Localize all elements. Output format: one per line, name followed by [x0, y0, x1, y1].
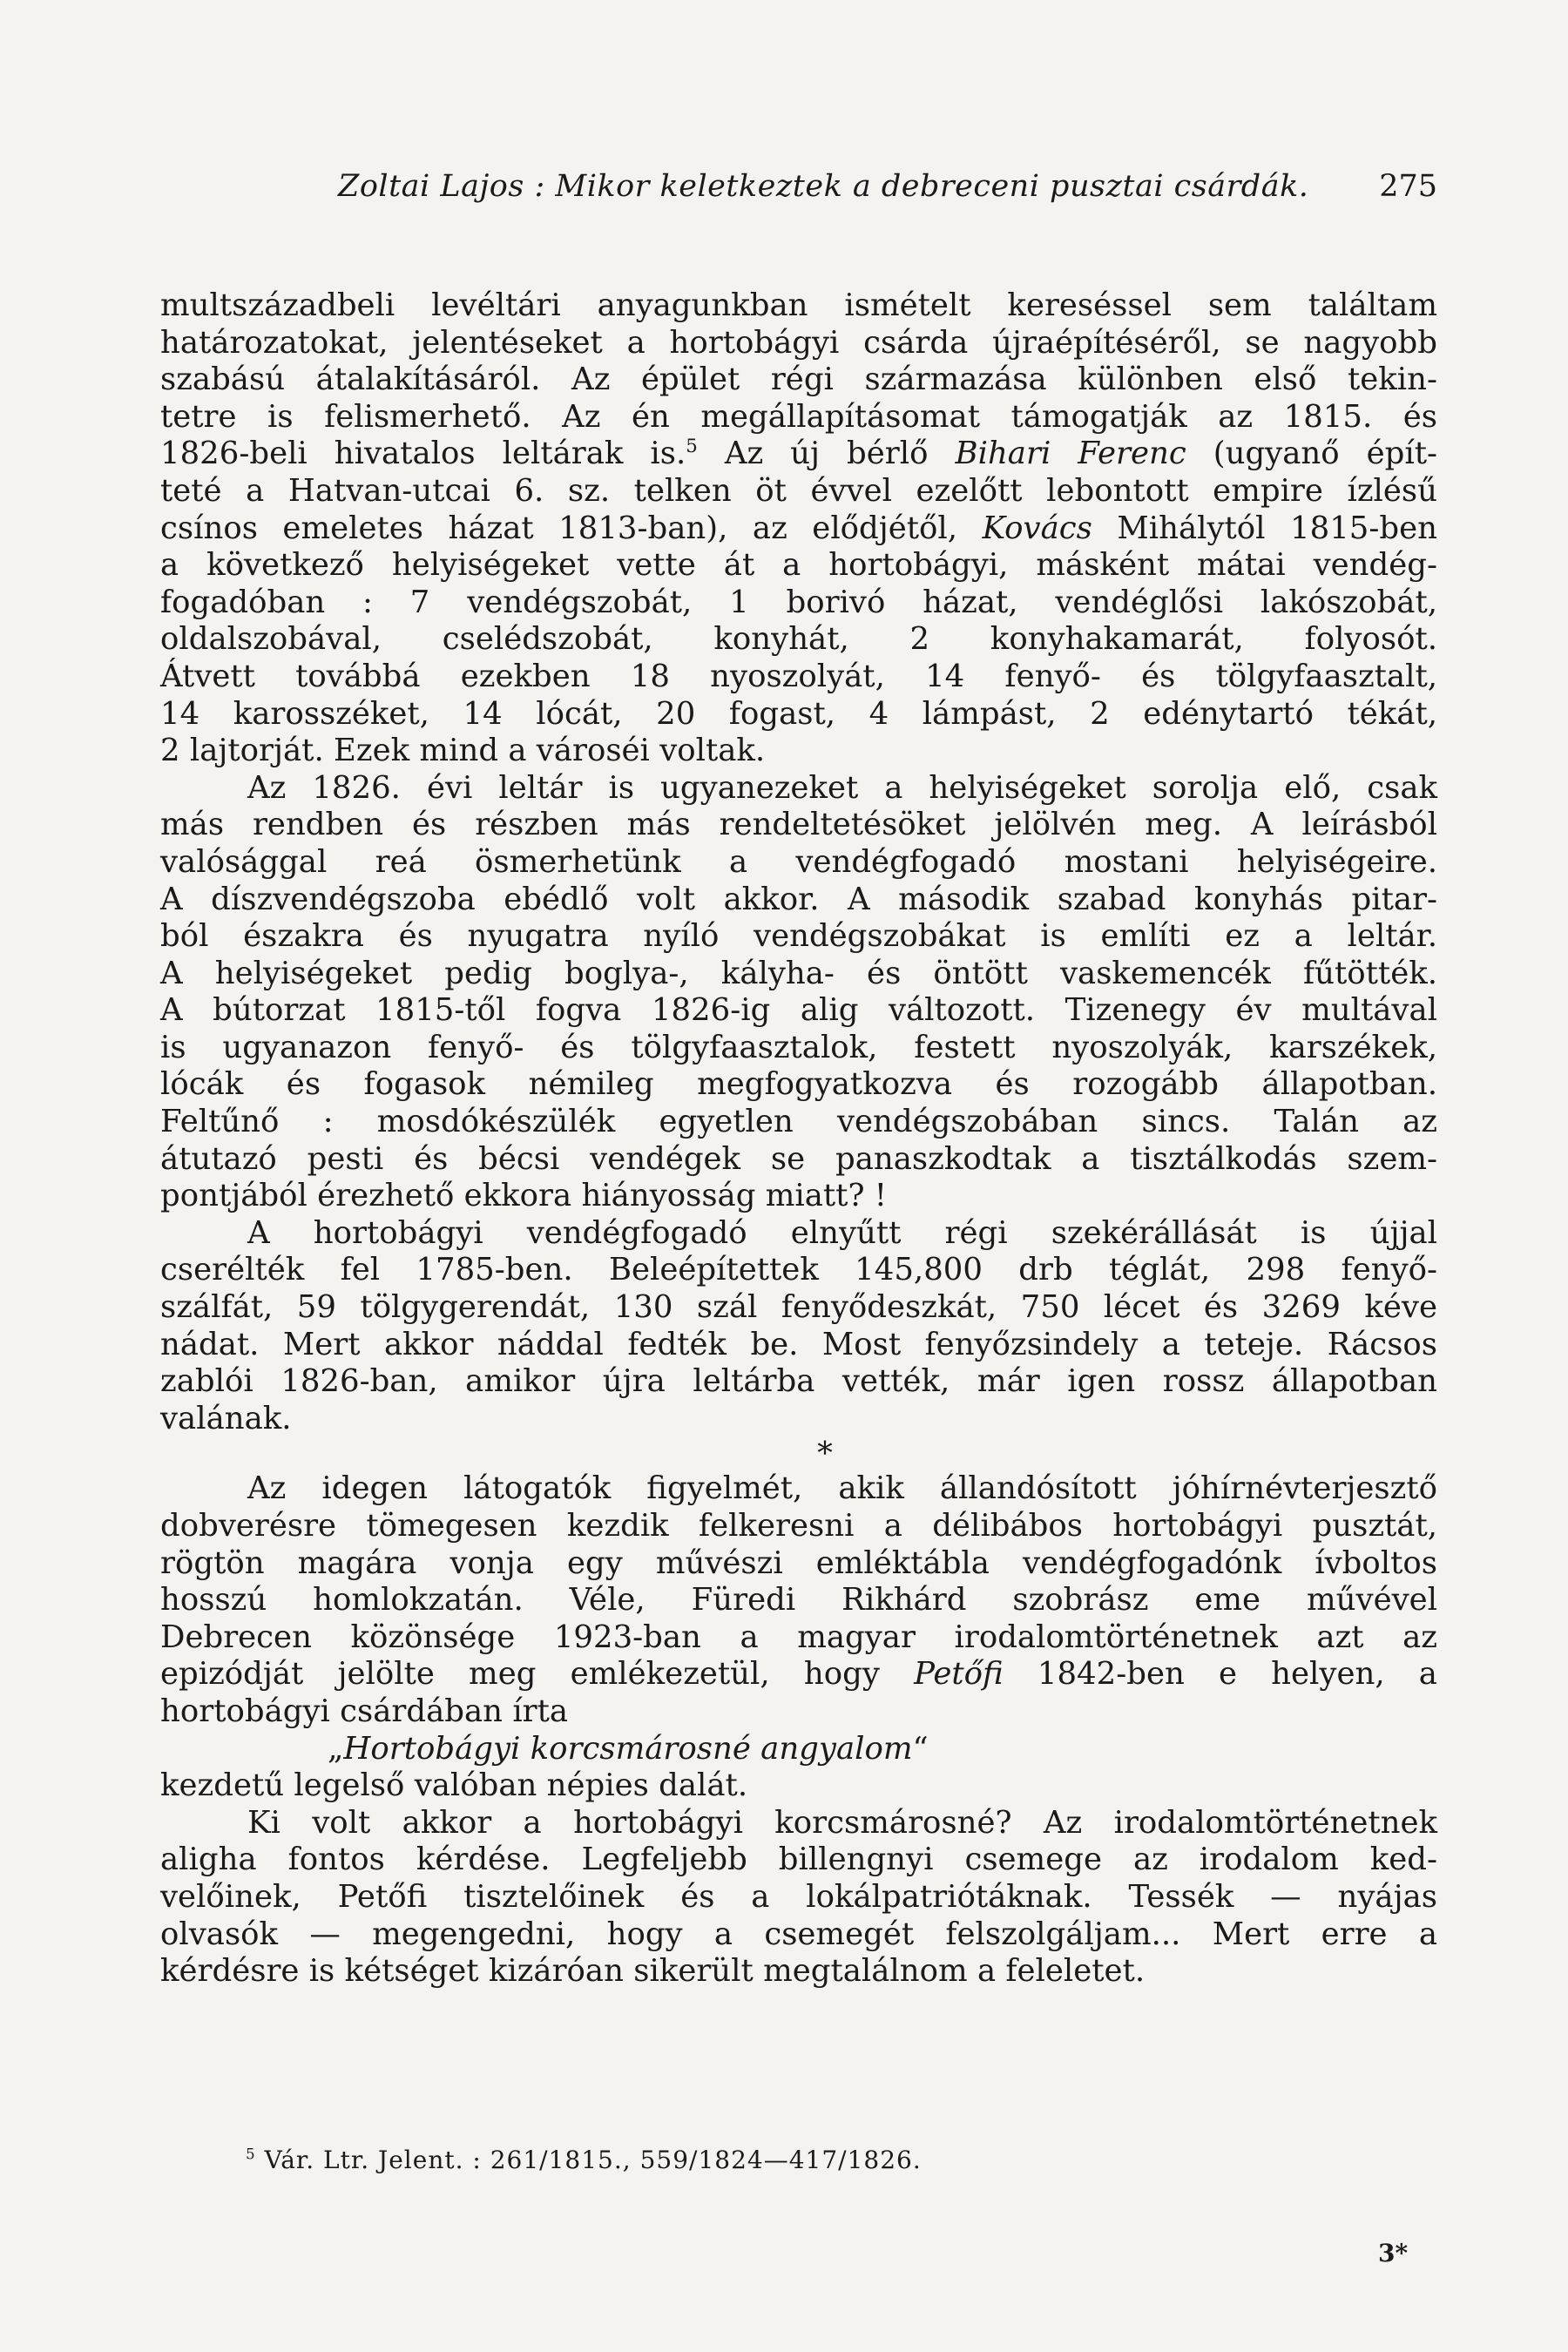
text-line: Az idegen látogatók figyelmét, akik állandósított jóhírnévterjesztő [247, 1470, 1437, 1507]
text-segment: epizódját jelölte meg emlékezetül, hogy [160, 1656, 880, 1693]
text-segment: Az új bérlő [697, 436, 956, 472]
text-line: Debrecen közönsége 1923-ban a magyar irodalomtörténetnek azt az [160, 1619, 1437, 1655]
text-segment: 1826-beli hivatalos leltárak is. [160, 436, 686, 472]
text-line: kezdetű legelső valóban népies dalát. [160, 1767, 748, 1804]
quote-open: „ [328, 1730, 344, 1767]
text-line: zablói 1826-ban, amikor újra leltárba vették, már igen rossz állapotban [160, 1363, 1437, 1400]
text-line: szabású átalakításáról. Az épület régi származása különben első tekin- [160, 362, 1437, 398]
text-line: hortobágyi csárdában írta [160, 1693, 569, 1729]
body-text [160, 287, 1437, 1990]
text-line: pontjából érezhető ekkora hiányosság miatt? ! [160, 1178, 888, 1214]
text-segment: 1842-ben e helyen, a [1037, 1656, 1437, 1693]
text-line: ból északra és nyugatra nyíló vendégszobákat is említi ez a leltár. [160, 918, 1437, 955]
text-segment: Mihálytól 1815-ben [1117, 510, 1437, 546]
text-line: cserélték fel 1785-ben. Beleépítettek 145,800 drb téglát, 298 fenyő- [160, 1252, 1437, 1288]
text-line [160, 436, 1437, 473]
quote-close: “ [912, 1730, 929, 1767]
text-line: kérdésre is kétséget kizáróan sikerült megtalálnom a feleletet. [160, 1953, 1146, 1990]
text-line: Átvett továbbá ezekben 18 nyoszolyát, 14 fenyő- és tölgyfaasztalt, [160, 658, 1437, 694]
text-line [160, 1656, 1437, 1693]
text-line: szálfát, 59 tölgygerendát, 130 szál fenyődeszkát, 750 lécet és 3269 kéve [160, 1289, 1437, 1326]
footnote-marker: 5 [246, 2145, 256, 2163]
text-line: A bútorzat 1815-től fogva 1826-ig alig változott. Tizenegy év multával [160, 992, 1437, 1029]
text-segment: csínos emeletes házat 1813-ban), az elődjétől, [160, 510, 958, 546]
text-line: valának. [160, 1400, 292, 1436]
text-line: olvasók — megengedni, hogy a csemegét felszolgáljam... Mert erre a [160, 1916, 1437, 1952]
text-line: A díszvendégszoba ebédlő volt akkor. A második szabad konyhás pitar- [160, 881, 1437, 917]
song-title: Hortobágyi korcsmárosné angyalom [343, 1730, 913, 1767]
name-italic: Petőfi [914, 1656, 1004, 1693]
name-italic: Bihari Ferenc [955, 436, 1186, 472]
text-line: Az 1826. évi leltár is ugyanezeket a helyiségeket sorolja elő, csak [247, 769, 1437, 806]
text-line: velőinek, Petőfi tisztelőinek és a lokálpatriótáknak. Tessék — nyájas [160, 1878, 1437, 1915]
text-line: Feltűnő : mosdókészülék egyetlen vendégszobában sincs. Talán az [160, 1104, 1437, 1140]
text-line: fogadóban : 7 vendégszobát, 1 borivó házat, vendéglősi lakószobát, [160, 584, 1437, 620]
footnote [246, 2146, 922, 2174]
song-quote [160, 1731, 1437, 1768]
text-line: határozatokat, jelentéseket a hortobágyi csárda újraépítéséről, se nagyobb [160, 324, 1437, 361]
text-line: A hortobágyi vendégfogadó elnyűtt régi szekérállását is újjal [247, 1214, 1437, 1251]
page-number: 275 [1379, 169, 1437, 204]
text-line: teté a Hatvan-utcai 6. sz. telken öt évvel ezelőtt lebontott empire ízlésű [160, 472, 1437, 509]
text-line: 2 lajtorját. Ezek mind a városéi voltak. [160, 733, 766, 769]
text-line: átutazó pesti és bécsi vendégek se panaszkodtak a tisztálkodás szem- [160, 1140, 1437, 1177]
text-line: aligha fontos kérdése. Legfeljebb billengnyi csemege az irodalom ked- [160, 1842, 1437, 1878]
text-line: 14 karosszéket, 14 lócát, 20 fogast, 4 lámpást, 2 edénytartó tékát, [160, 695, 1437, 732]
text-segment: (ugyanő épít- [1186, 436, 1437, 472]
running-head [338, 169, 1437, 213]
text-line: A helyiségeket pedig boglya-, kályha- és öntött vaskemencék fűtötték. [160, 955, 1437, 991]
text-line: is ugyanazon fenyő- és tölgyfaasztalok, festett nyoszolyák, karszékek, [160, 1029, 1437, 1065]
name-italic: Kovács [982, 510, 1092, 546]
signature-mark: 3* [1378, 2239, 1409, 2268]
text-line: tetre is felismerhető. Az én megállapításomat támogatják az 1815. és [160, 398, 1437, 435]
text-line [160, 510, 1437, 548]
text-line: dobverésre tömegesen kezdik felkeresni a délibábos hortobágyi pusztát, [160, 1508, 1437, 1544]
text-line: valósággal reá ösmerhetünk a vendégfogadó mostani helyiségeire. [160, 843, 1437, 880]
text-line: hosszú homlokzatán. Véle, Füredi Rikhárd szobrász eme művével [160, 1582, 1437, 1619]
text-line: oldalszobával, cselédszobát, konyhát, 2 konyhakamarát, folyosót. [160, 621, 1437, 658]
running-title: Zoltai Lajos : Mikor keletkeztek a debreceni pusztai csárdák. [338, 169, 1309, 204]
text-line: multszázadbeli levéltári anyagunkban ismételt kereséssel sem találtam [160, 287, 1437, 323]
text-line: más rendben és részben más rendeltetésöket jelölvén meg. A leírásból [160, 807, 1437, 843]
text-line: rögtön magára vonja egy művészi emléktábla vendégfogadónk ívboltos [160, 1544, 1437, 1581]
text-line: Ki volt akkor a hortobágyi korcsmárosné? Az irodalomtörténetnek [247, 1804, 1437, 1841]
section-separator: * [817, 1436, 833, 1472]
text-line: lócák és fogasok némileg megfogyatkozva és rozogább állapotban. [160, 1066, 1437, 1103]
text-line: a következő helyiségeket vette át a hortobágyi, másként mátai vendég- [160, 547, 1437, 584]
footnote-text: Vár. Ltr. Jelent. : 261/1815., 559/1824—417/1826. [255, 2146, 922, 2174]
text-line: nádat. Mert akkor náddal fedték be. Most fenyőzsindely a teteje. Rácsos [160, 1326, 1437, 1362]
footnote-ref: 5 [686, 436, 698, 458]
